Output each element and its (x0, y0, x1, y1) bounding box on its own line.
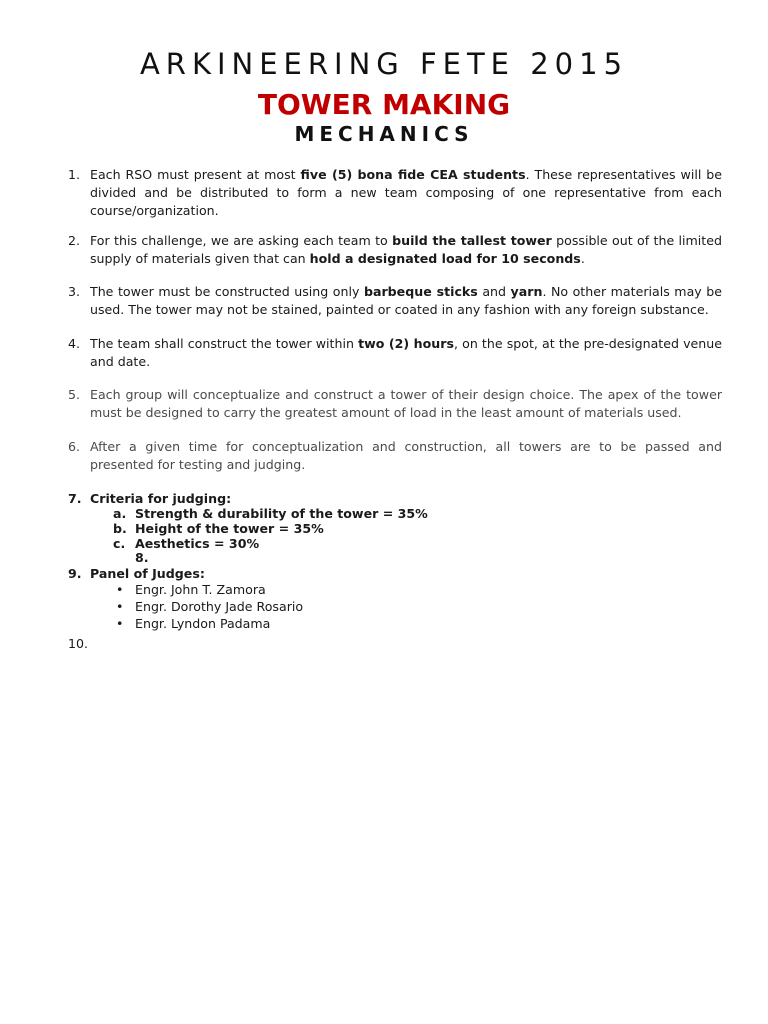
stray-number: 8. (135, 550, 149, 565)
item-number: 3. (68, 284, 81, 299)
judge-name: Engr. Lyndon Padama (135, 616, 271, 631)
criteria-text: Aesthetics = 30% (135, 536, 260, 551)
body-text: Each group will conceptualize and construct a tower of their design choice. The apex of the tower must be designed to carry the greatest amount of load in the least amount of materials used. (90, 387, 722, 420)
item-number: 1. (68, 167, 81, 182)
item-number: 4. (68, 336, 81, 351)
emphasis-text: yarn (510, 284, 543, 299)
event-subtitle: TOWER MAKING (257, 88, 511, 121)
emphasis-text: five (5) bona fide CEA students (300, 167, 526, 182)
item-number: 9. (68, 566, 82, 581)
body-text: , on the spot, at the pre-designated venue and date. (90, 336, 723, 369)
emphasis-text: hold a designated load for 10 seconds (309, 251, 581, 266)
body-text: After a given time for conceptualization and construction, all towers are to be passed and presented for testing and judging. (90, 439, 722, 472)
page-title: ARKINEERING FETE 2015 (139, 47, 629, 81)
item-text (90, 438, 722, 474)
item-number: 6. (68, 439, 81, 454)
body-text: . No other materials may be used. The tower may not be stained, painted or coated in any fashion with any foreign substance. (90, 284, 723, 317)
section-heading: MECHANICS (294, 122, 474, 146)
criteria-label: Criteria for judging: (90, 491, 232, 506)
bullet-icon: • (116, 616, 124, 631)
bullet-icon: • (116, 582, 124, 597)
criteria-letter: c. (113, 536, 126, 551)
body-text: Each RSO must present at most (90, 167, 301, 182)
body-text: possible out of the limited supply of materials given that can (90, 233, 722, 266)
item-text (90, 335, 722, 371)
judge-name: Engr. John T. Zamora (135, 582, 266, 597)
body-text: The tower must be constructed using only (90, 284, 364, 299)
judges-label: Panel of Judges: (90, 566, 205, 581)
body-text: . These representatives will be divided and be distributed to form a new team composing of one representative from each course/organization. (90, 167, 722, 218)
emphasis-text: two (2) hours (358, 336, 454, 351)
emphasis-text: barbeque sticks (363, 284, 478, 299)
criteria-text: Height of the tower = 35% (135, 521, 324, 536)
bullet-icon: • (116, 599, 124, 614)
item-number: 7. (68, 491, 82, 506)
item-text (90, 283, 722, 319)
item-number: 10. (68, 636, 89, 651)
criteria-letter: a. (113, 506, 127, 521)
item-number: 5. (68, 387, 81, 402)
item-number: 2. (68, 233, 81, 248)
body-text: The team shall construct the tower within (90, 336, 359, 351)
emphasis-text: build the tallest tower (392, 233, 552, 248)
body-text: and (477, 284, 511, 299)
item-text (90, 386, 722, 422)
criteria-letter: b. (113, 521, 127, 536)
body-text: . (580, 251, 585, 266)
judge-name: Engr. Dorothy Jade Rosario (135, 599, 304, 614)
item-text (90, 232, 722, 268)
item-text (90, 166, 722, 220)
body-text: For this challenge, we are asking each team to (90, 233, 393, 248)
criteria-text: Strength & durability of the tower = 35% (135, 506, 428, 521)
